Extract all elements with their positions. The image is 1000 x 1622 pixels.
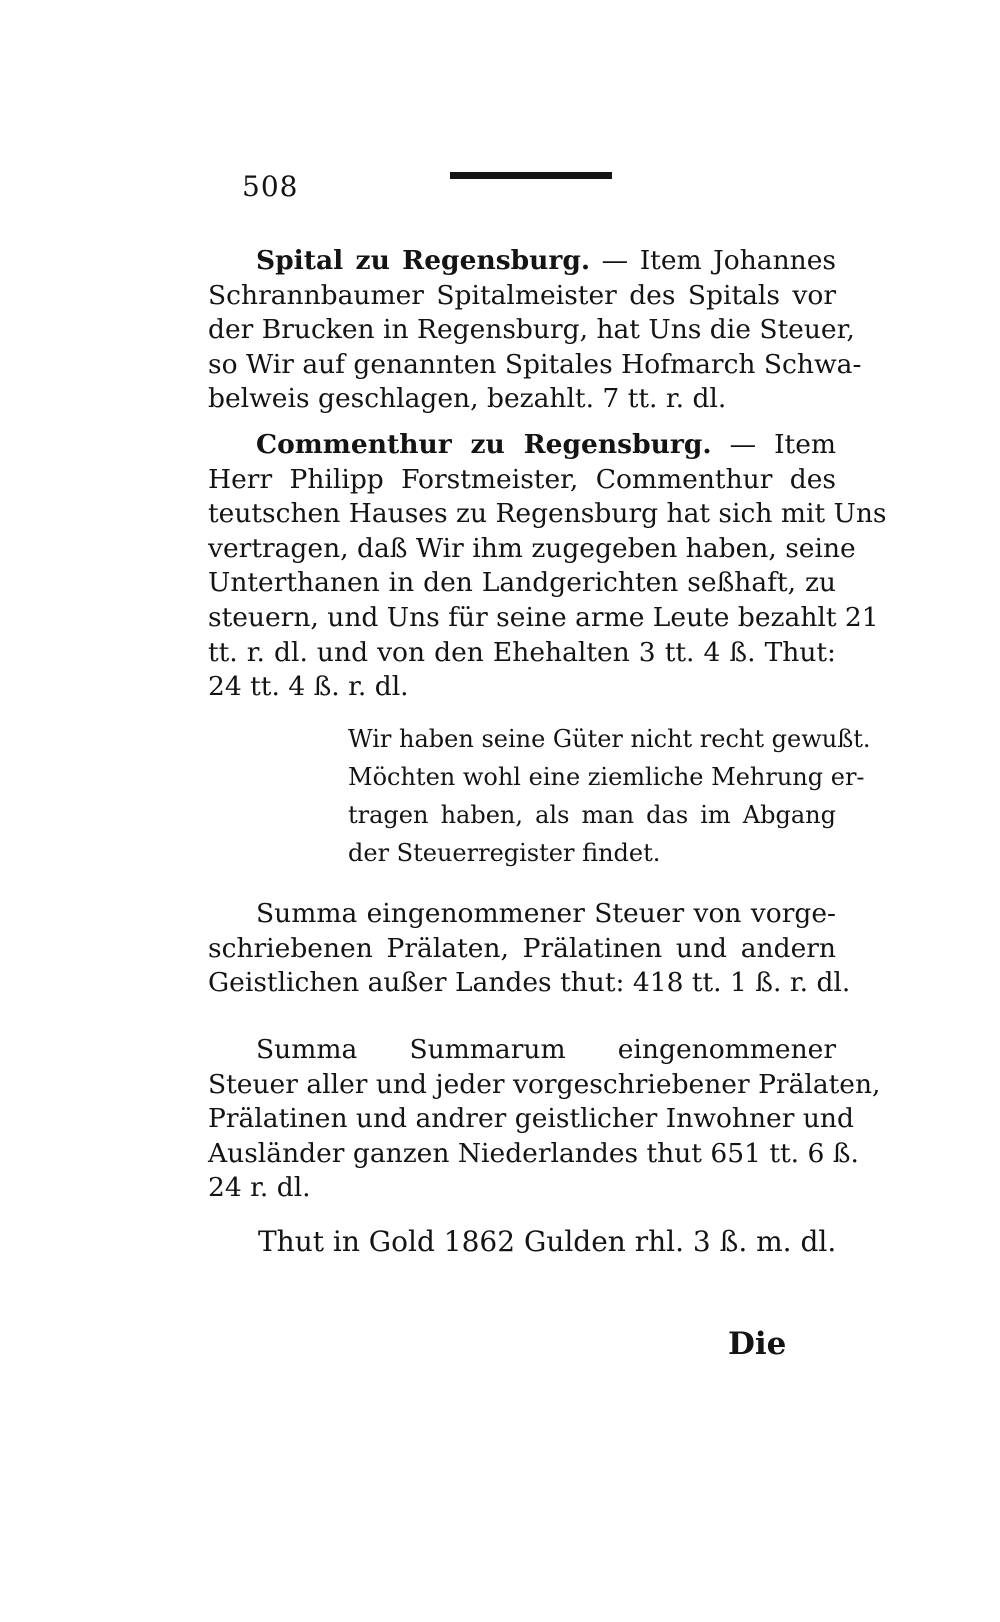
text-line: 24 r. dl. — [208, 1172, 311, 1204]
text-line: Prälatinen und andrer geistlicher Inwohner und — [208, 1103, 854, 1135]
text-line: Summa eingenommener Steuer von vorge- — [256, 898, 836, 929]
paragraph-summa-summarum — [208, 1033, 881, 1206]
text-line — [208, 244, 836, 279]
header-rule — [450, 172, 612, 179]
text-line: teutschen Hauses zu Regensburg hat sich mit Uns — [208, 498, 887, 530]
marginal-note — [348, 720, 871, 872]
text-line: Steuer aller und jeder vorgeschriebener Prälaten, — [208, 1068, 881, 1100]
text-line: Schrannbaumer Spitalmeister des Spitals vor — [208, 279, 836, 311]
text-line: Thut in Gold 1862 Gulden rhl. 3 ß. m. dl. — [258, 1225, 837, 1258]
text-line: Unterthanen in den Landgerichten seßhaft, zu — [208, 567, 836, 599]
text-line: Ausländer ganzen Niederlandes thut 651 tt. 6 ß. — [208, 1137, 859, 1169]
note-line: Wir haben seine Güter nicht recht gewußt. — [348, 725, 871, 753]
text-line — [208, 428, 836, 463]
paragraph-summa-geistliche — [208, 897, 851, 1001]
text-line: Summa Summarum eingenommener — [256, 1034, 836, 1065]
text-line: vertragen, daß Wir ihm zugegeben haben, seine — [208, 532, 856, 564]
paragraph-spital-regensburg — [208, 244, 862, 417]
paragraph-commenthur-regensburg — [208, 428, 887, 705]
paragraph-total-gold — [258, 1225, 837, 1260]
text-line: der Brucken in Regensburg, hat Uns die Steuer, — [208, 314, 855, 346]
text-line: schriebenen Prälaten, Prälatinen und andern — [208, 932, 836, 964]
text-line: Geistlichen außer Landes thut: 418 tt. 1 ß. r. dl. — [208, 967, 851, 999]
text-line: tt. r. dl. und von den Ehehalten 3 tt. 4 ß. Thut: — [208, 636, 836, 668]
catchword: Die — [728, 1326, 787, 1362]
text-line: steuern, und Uns für seine arme Leute bezahlt 21 — [208, 601, 879, 633]
section-heading: Spital zu Regensburg. — [256, 245, 591, 276]
page-number: 508 — [242, 170, 299, 203]
note-line: tragen haben, als man das im Abgang — [348, 801, 836, 829]
note-line: Möchten wohl eine ziemliche Mehrung er- — [348, 763, 865, 791]
text-line: Herr Philipp Forstmeister, Commenthur des — [208, 463, 836, 495]
text-line: belweis geschlagen, bezahlt. 7 tt. r. dl. — [208, 383, 727, 415]
text-run: — Item — [711, 429, 837, 460]
note-line: der Steuerregister findet. — [348, 839, 661, 867]
text-run: — Item Johannes — [590, 245, 837, 276]
text-line: 24 tt. 4 ß. r. dl. — [208, 671, 409, 703]
section-heading: Commenthur zu Regensburg. — [256, 429, 712, 460]
text-line: so Wir auf genannten Spitales Hofmarch Schwa- — [208, 348, 862, 380]
